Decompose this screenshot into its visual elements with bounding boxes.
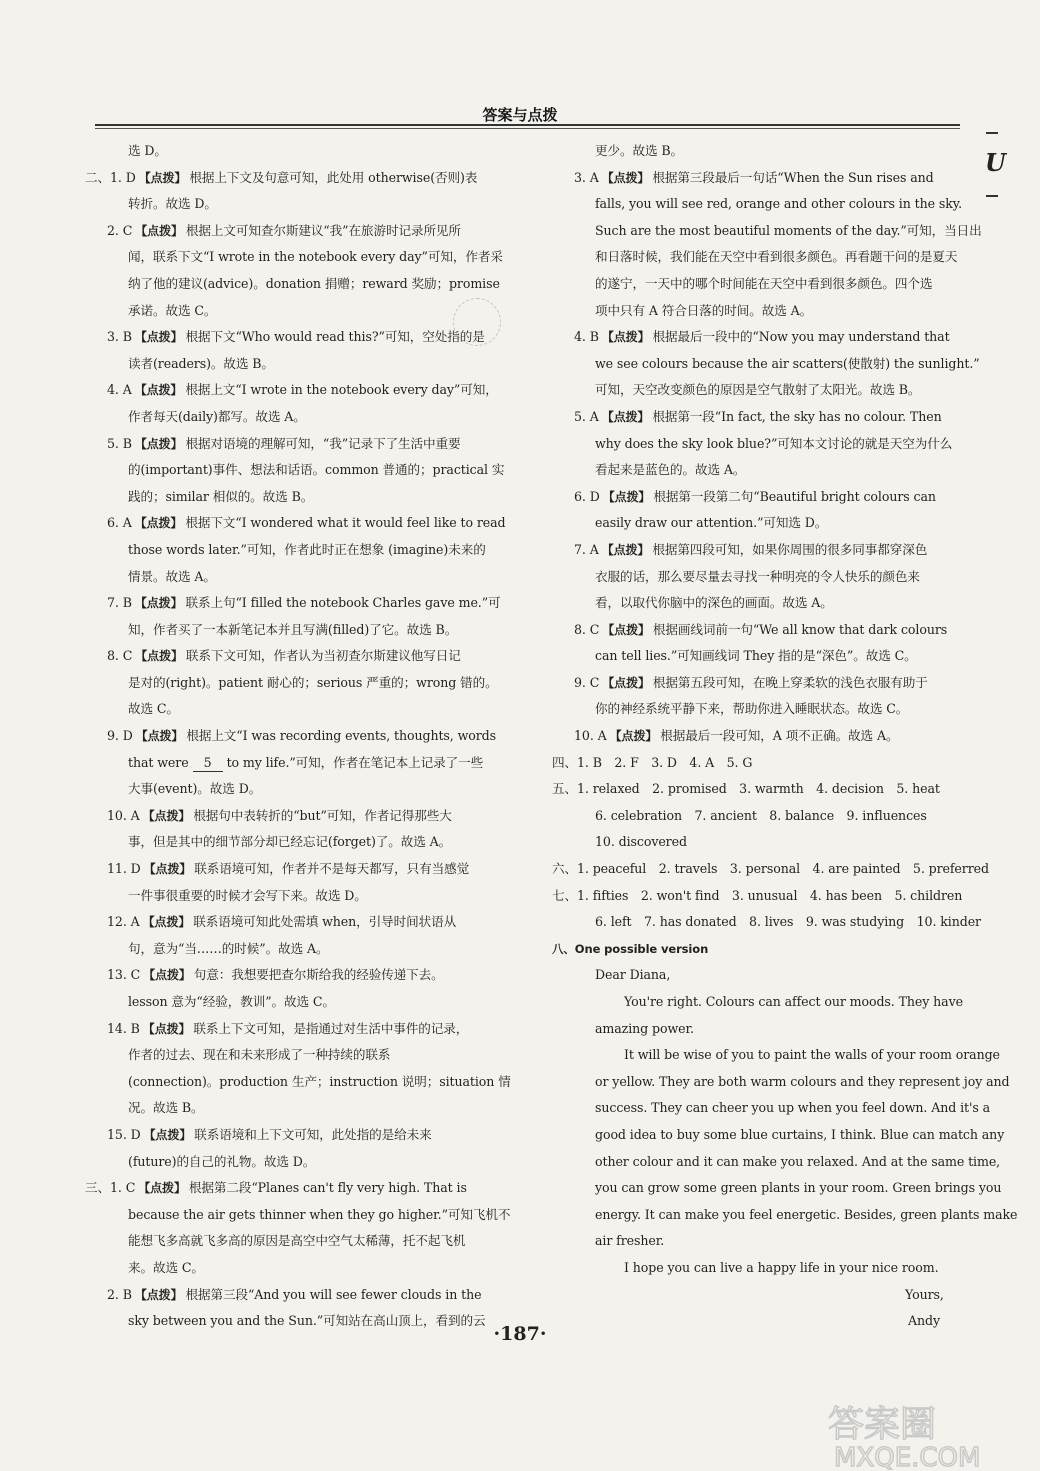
- answer-text: easily draw our attention.”可知选 D。: [595, 515, 828, 531]
- answer-line: [552, 883, 962, 910]
- answer-text: 根据最后一段中的“Now you may understand that: [652, 329, 950, 345]
- hint-tag: 【点拨】: [135, 223, 183, 238]
- question-number: 12. A: [107, 914, 140, 930]
- answer-line: [85, 803, 517, 830]
- answer-line: [552, 1228, 962, 1255]
- answer-line: [552, 1069, 1010, 1096]
- answer-line: [85, 324, 517, 351]
- answer-line: [552, 1122, 1005, 1149]
- answer-text: 根据第三段“And you will see fewer clouds in the: [185, 1286, 482, 1302]
- answer-text: 大事(event)。故选 D。: [128, 781, 262, 797]
- answer-line: [552, 1149, 1001, 1176]
- answer-line: [85, 856, 517, 883]
- answer-line: [85, 1069, 517, 1096]
- answer-line: [552, 962, 962, 989]
- answer-line: [85, 218, 517, 245]
- edge-mark: [986, 132, 998, 134]
- answer-line: [85, 1282, 517, 1309]
- answer-text: 联系语境可知此处需填 when，引导时间状语从: [193, 914, 457, 930]
- hint-tag: 【点拨】: [134, 1287, 183, 1302]
- answer-text: 能想飞多高就飞多高的原因是高空中空气太稀薄，托不起飞机: [128, 1233, 466, 1249]
- answer-line: [85, 404, 517, 431]
- answer-line: [552, 1202, 1018, 1229]
- answer-text: 根据上文“I wrote in the notebook every day”可知，: [185, 382, 498, 398]
- answer-line: [85, 776, 517, 803]
- answer-text: 八、One possible version: [552, 941, 709, 956]
- answer-text: 的(important)事件、想法和话语。common 普通的；practical 实: [128, 462, 505, 478]
- answer-line: [85, 138, 517, 165]
- answer-line: [552, 696, 962, 723]
- hint-tag: 【点拨】: [134, 383, 183, 398]
- answer-line: [552, 1016, 962, 1043]
- answer-text: 联系语境和上下文可知，此处指的是给未来: [194, 1126, 432, 1142]
- hint-tag: 【点拨】: [134, 596, 183, 611]
- answer-line: [552, 723, 962, 750]
- answer-line: [85, 670, 517, 697]
- answer-text: 作者每天(daily)都写。故选 A。: [128, 408, 306, 424]
- question-number: 11. D: [107, 861, 141, 877]
- answer-line: [85, 351, 517, 378]
- answer-line: [552, 856, 989, 883]
- answer-line: [85, 1042, 517, 1069]
- site-watermark: [820, 1396, 1000, 1471]
- hint-tag: 【点拨】: [142, 915, 191, 930]
- answer-text: 根据最后一段可知，A 项不正确。故选 A。: [660, 728, 899, 744]
- answer-line: [552, 829, 962, 856]
- answer-text: 作者的过去、现在和未来形成了一种持续的联系: [128, 1047, 391, 1063]
- hint-tag: 【点拨】: [602, 489, 651, 504]
- answer-text: I hope you can live a happy life in your nice room.: [624, 1259, 939, 1275]
- answer-text: (future)的自己的礼物。故选 D。: [128, 1153, 316, 1169]
- answer-line: [552, 324, 962, 351]
- answer-line: [85, 271, 517, 298]
- answer-line: [85, 1175, 517, 1202]
- answer-line: [552, 1282, 962, 1309]
- answer-text: Dear Diana,: [595, 967, 671, 983]
- question-number: 6. D: [574, 488, 600, 504]
- hint-tag: 【点拨】: [135, 649, 183, 664]
- question-number: 4. B: [574, 329, 599, 345]
- answer-text: 承诺。故选 C。: [128, 302, 217, 318]
- answer-line: [552, 484, 962, 511]
- answer-text: 的遂宁，一天中的哪个时间能在天空中看到很多颜色。四个选: [595, 275, 933, 291]
- answer-text: 根据下文“Who would read this?”可知，空处指的是: [185, 329, 485, 345]
- answer-text: why does the sky look blue?”可知本文讨论的就是天空为什么: [595, 435, 953, 451]
- answer-line: [85, 431, 517, 458]
- answer-text: 根据第一段“In fact, the sky has no colour. Then: [652, 408, 942, 424]
- question-number: 2. B: [107, 1286, 132, 1302]
- question-number: 10. A: [574, 728, 607, 744]
- hint-tag: 【点拨】: [601, 542, 650, 557]
- question-number: 二、1. D: [85, 169, 136, 185]
- answer-line: [85, 564, 517, 591]
- answer-text: success. They can cheer you up when you feel down. And it's a: [595, 1100, 991, 1116]
- answer-line: [552, 298, 962, 325]
- answer-text: 根据第五段可知，在晚上穿柔软的浅色衣服有助于: [652, 674, 928, 690]
- answer-line: [552, 510, 962, 537]
- answer-text: air fresher.: [595, 1233, 665, 1249]
- hint-tag: 【点拨】: [143, 968, 191, 983]
- answer-text: 根据画线词前一句“We all know that dark colours: [652, 621, 948, 637]
- answer-text: 知，作者买了一本新笔记本并且写满(filled)了它。故选 B。: [128, 621, 458, 637]
- answer-text: Andy: [908, 1313, 940, 1329]
- question-number: 13. C: [107, 967, 141, 983]
- answer-line: [85, 829, 517, 856]
- answer-text: 根据上文“I was recording events, thoughts, words: [186, 728, 497, 744]
- answer-line: [552, 936, 962, 963]
- hint-tag: 【点拨】: [142, 808, 191, 823]
- answer-line: [85, 1095, 517, 1122]
- answer-line: [552, 537, 962, 564]
- answer-line: [552, 457, 962, 484]
- page-header-title: 答案与点拨: [482, 106, 558, 124]
- svg-text:MXQE.COM: MXQE.COM: [834, 1443, 981, 1471]
- answer-text: you can grow some green plants in your room. Green brings you: [595, 1180, 1002, 1196]
- answer-text: 五、1. relaxed 2. promised 3. warmth 4. decision 5. heat: [552, 781, 940, 797]
- answer-text: 根据第四段可知，如果你周围的很多同事都穿深色: [652, 541, 928, 557]
- answer-text: sky between you and the Sun.”可知站在高山顶上，看到的云: [128, 1313, 486, 1329]
- answer-line: [552, 909, 981, 936]
- answer-line: [85, 696, 517, 723]
- hint-tag: 【点拨】: [143, 862, 192, 877]
- answer-line: [85, 1149, 517, 1176]
- answer-text: 看起来是蓝色的。故选 A。: [595, 462, 746, 478]
- answer-text: 根据上下文及句意可知，此处用 otherwise(否则)表: [189, 169, 478, 185]
- answer-line: [85, 510, 517, 537]
- answer-text: because the air gets thinner when they go higher.”可知飞机不: [128, 1206, 511, 1222]
- answer-line: [552, 218, 982, 245]
- question-number: 8. C: [107, 648, 133, 664]
- answer-text: 一件事很重要的时候才会写下来。故选 D。: [128, 887, 367, 903]
- answer-line: [85, 1122, 517, 1149]
- answer-line: [552, 617, 962, 644]
- question-number: 5. A: [574, 408, 599, 424]
- question-number: 7. B: [107, 595, 132, 611]
- answer-text: 转折。故选 D。: [128, 196, 217, 212]
- question-number: 4. A: [107, 382, 132, 398]
- hint-tag: 【点拨】: [134, 330, 183, 345]
- answer-line: [85, 537, 517, 564]
- answer-line: [85, 1255, 517, 1282]
- answer-line: [85, 962, 517, 989]
- question-number: 3. B: [107, 329, 132, 345]
- answer-text: amazing power.: [595, 1020, 694, 1036]
- answer-line: [552, 1175, 1002, 1202]
- answer-text: we see colours because the air scatters(使散射) the sunlight.”: [595, 355, 980, 371]
- question-number: 6. A: [107, 515, 132, 531]
- edge-mark: [986, 195, 998, 197]
- answer-line: [552, 1255, 962, 1282]
- answer-text: 七、1. fifties 2. won't find 3. unusual 4. has been 5. children: [552, 887, 963, 903]
- question-number: 10. A: [107, 807, 140, 823]
- answer-line: [552, 431, 962, 458]
- answer-line: [552, 643, 962, 670]
- answer-text: 读者(readers)。故选 B。: [128, 355, 274, 371]
- answer-text: 根据下文“I wondered what it would feel like to read: [185, 515, 506, 531]
- hint-tag: 【点拨】: [138, 170, 187, 185]
- answer-text: 况。故选 B。: [128, 1100, 204, 1116]
- answer-text: 和日落时候，我们能在天空中看到很多颜色。再看题干问的是夏天: [595, 249, 958, 265]
- answer-text: Such are the most beautiful moments of the day.”可知，当日出: [595, 222, 982, 238]
- answer-text: You're right. Colours can affect our moods. They have: [624, 994, 963, 1009]
- answer-text: that were: [128, 754, 189, 770]
- hint-tag: 【点拨】: [142, 1021, 191, 1036]
- answer-text: 可知，天空改变颜色的原因是空气散射了太阳光。故选 B。: [595, 382, 921, 398]
- answer-line: [552, 564, 962, 591]
- hint-tag: 【点拨】: [135, 729, 184, 744]
- answer-text: 来。故选 C。: [128, 1259, 204, 1275]
- answer-line: [552, 404, 962, 431]
- answer-line: [552, 271, 962, 298]
- answer-text: 四、1. B 2. F 3. D 4. A 5. G: [552, 754, 753, 770]
- answer-text: 句，意为“当……的时候”。故选 A。: [128, 940, 329, 956]
- answer-line: [85, 617, 517, 644]
- answer-line: [85, 723, 517, 750]
- answer-text: 更少。故选 B。: [595, 143, 684, 158]
- answer-text: 项中只有 A 符合日落的时间。故选 A。: [595, 302, 813, 318]
- answer-text: lesson 意为“经验，教训”。故选 C。: [128, 994, 335, 1009]
- answer-text: good idea to buy some blue curtains, I think. Blue can match any: [595, 1126, 1005, 1142]
- answer-text: 看，以取代你脑中的深色的画面。故选 A。: [595, 595, 833, 611]
- header-rule-thin: [95, 128, 960, 129]
- answer-text: 根据句中表转折的“but”可知，作者记得那些大: [193, 807, 452, 823]
- answer-text: 根据第三段最后一句话“When the Sun rises and: [652, 169, 934, 185]
- answer-line: [85, 750, 517, 777]
- answer-line: [552, 1042, 1000, 1069]
- answer-line: [85, 1202, 517, 1229]
- answer-text: 联系上下文可知，是指通过对生活中事件的记录，: [193, 1020, 469, 1036]
- question-number: 3. A: [574, 169, 599, 185]
- edge-unit-letter: U: [985, 148, 1006, 177]
- question-number: 三、1. C: [85, 1180, 136, 1196]
- hint-tag: 【点拨】: [602, 675, 650, 690]
- answer-text: 根据对语境的理解可知，“我”记录下了生活中重要: [185, 435, 461, 451]
- answer-column-right: [552, 138, 1018, 1335]
- answer-line: [552, 670, 962, 697]
- question-number: 7. A: [574, 541, 599, 557]
- answer-text: (connection)。production 生产；instruction 说明；situation 情: [128, 1073, 511, 1089]
- header-rule: [95, 124, 960, 126]
- answer-text: 联系语境可知，作者并不是每天都写，只有当感觉: [194, 861, 470, 877]
- answer-line: [85, 484, 517, 511]
- answer-line: [552, 165, 962, 192]
- answer-line: [552, 138, 962, 165]
- hint-tag: 【点拨】: [143, 1127, 192, 1142]
- answer-line: [85, 1016, 517, 1043]
- answer-text: 践的；similar 相似的。故选 B。: [128, 488, 314, 504]
- answer-text: 根据上文可知查尔斯建议“我”在旅游时记录所见所: [185, 222, 461, 238]
- question-number: 9. C: [574, 674, 600, 690]
- answer-text: other colour and it can make you relaxed. And at the same time,: [595, 1153, 1001, 1169]
- answer-line: [552, 750, 962, 777]
- answer-text: 故选 C。: [128, 701, 179, 717]
- answer-text: 联系上句“I filled the notebook Charles gave me.”可: [185, 595, 501, 611]
- hint-tag: 【点拨】: [601, 409, 650, 424]
- answer-text: 联系下文可知，作者认为当初查尔斯建议他写日记: [185, 648, 461, 664]
- answer-line: [552, 244, 962, 271]
- answer-line: [85, 909, 517, 936]
- answer-column-left: [85, 138, 517, 1335]
- question-number: 14. B: [107, 1020, 140, 1036]
- hint-tag: 【点拨】: [134, 516, 183, 531]
- answer-text: or yellow. They are both warm colours and they represent joy and: [595, 1073, 1010, 1089]
- answer-text: falls, you will see red, orange and other colours in the sky.: [595, 196, 962, 212]
- faded-stamp: [453, 298, 501, 346]
- answer-line: [552, 191, 962, 218]
- answer-line: [85, 165, 517, 192]
- answer-line: [552, 776, 962, 803]
- answer-text: 你的神经系统平静下来，帮助你进入睡眠状态。故选 C。: [595, 701, 909, 717]
- answer-line: [552, 989, 962, 1016]
- answer-text: 闻，联系下文“I wrote in the notebook every day”可知，作者采: [128, 249, 503, 265]
- page-number: ·187·: [493, 1323, 547, 1345]
- question-number: 9. D: [107, 728, 133, 744]
- question-number: 5. B: [107, 435, 132, 451]
- answer-text: 是对的(right)。patient 耐心的；serious 严重的；wrong 错的。: [128, 674, 498, 690]
- hint-tag: 【点拨】: [134, 436, 183, 451]
- answer-line: [85, 1228, 517, 1255]
- answer-line: [552, 1095, 991, 1122]
- answer-text: 六、1. peaceful 2. travels 3. personal 4. are painted 5. preferred: [552, 861, 989, 877]
- answer-text: energy. It can make you feel energetic. Besides, green plants make: [595, 1206, 1018, 1222]
- answer-text: 根据第二段“Planes can't fly very high. That is: [188, 1180, 467, 1196]
- hint-tag: 【点拨】: [601, 330, 650, 345]
- answer-text: 衣服的话，那么要尽量去寻找一种明亮的令人快乐的颜色来: [595, 568, 920, 584]
- answer-line: [85, 191, 517, 218]
- hint-tag: 【点拨】: [609, 729, 658, 744]
- hint-tag: 【点拨】: [601, 170, 650, 185]
- answer-line: [85, 457, 517, 484]
- answer-line: [85, 989, 517, 1016]
- hint-tag: 【点拨】: [138, 1181, 186, 1196]
- answer-line: [85, 244, 517, 271]
- question-number: 8. C: [574, 621, 600, 637]
- answer-text: 10. discovered: [595, 834, 687, 850]
- answer-line: [85, 590, 517, 617]
- answer-text: Yours,: [905, 1286, 944, 1302]
- hint-tag: 【点拨】: [602, 622, 650, 637]
- answer-text: 6. left 7. has donated 8. lives 9. was studying 10. kinder: [595, 914, 981, 930]
- blank-number: 5: [193, 755, 223, 772]
- answer-line: [85, 883, 517, 910]
- answer-line: [85, 377, 517, 404]
- answer-text: 句意：我想要把查尔斯给我的经验传递下去。: [193, 967, 444, 983]
- question-number: 15. D: [107, 1126, 141, 1142]
- answer-line: [552, 803, 962, 830]
- answer-line: [85, 643, 517, 670]
- answer-text: can tell lies.”可知画线词 They 指的是“深色”。故选 C。: [595, 648, 917, 664]
- answer-line: [552, 377, 962, 404]
- answer-line: [552, 351, 980, 378]
- answer-text: those words later.”可知，作者此时正在想象 (imagine)未来的: [128, 541, 486, 557]
- answer-text: 根据第一段第二句“Beautiful bright colours can: [653, 488, 936, 504]
- answer-text: 选 D。: [128, 143, 167, 158]
- answer-text: 6. celebration 7. ancient 8. balance 9. influences: [595, 807, 927, 823]
- question-number: 2. C: [107, 222, 133, 238]
- answer-text: to my life.”可知，作者在笔记本上记录了一些: [226, 754, 484, 770]
- answer-text: It will be wise of you to paint the walls of your room orange: [624, 1047, 1000, 1063]
- answer-text: 事，但是其中的细节部分却已经忘记(forget)了。故选 A。: [128, 834, 452, 850]
- answer-text: 纳了他的建议(advice)。donation 捐赠；reward 奖励；promise: [128, 275, 500, 291]
- answer-line: [85, 936, 517, 963]
- answer-text: 情景。故选 A。: [128, 568, 216, 584]
- answer-line: [552, 590, 962, 617]
- svg-text:答案圈: 答案圈: [828, 1404, 937, 1445]
